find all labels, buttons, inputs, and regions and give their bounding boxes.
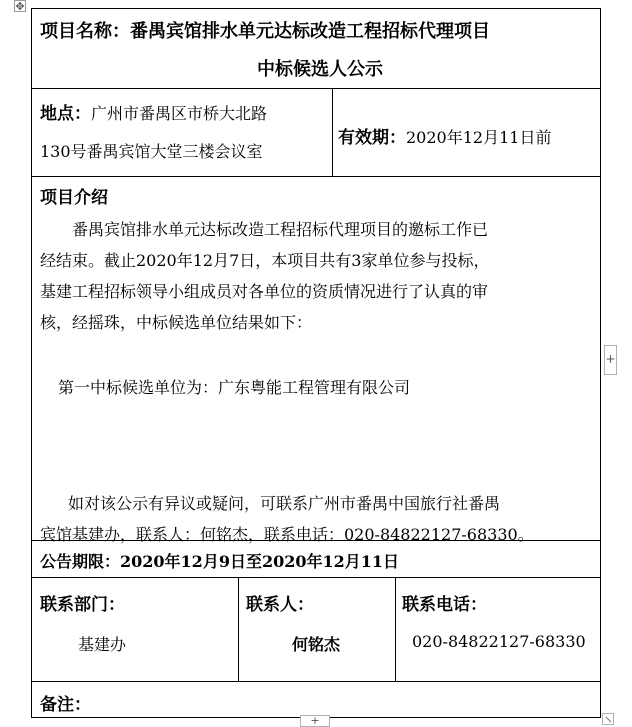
period-row [32,541,600,578]
column-divider [238,578,239,681]
period-value: 2020年12月9日至2020年12月11日 [120,552,400,571]
intro-para-line-3: 基建工程招标领导小组成员对各单位的资质情况进行了认真的审 [40,282,489,301]
validity-label: 有效期： [338,128,406,148]
column-divider [395,578,396,681]
table-move-handle[interactable]: ✥ [15,0,25,13]
contact-note-line-1: 如对该公示有异议或疑问，可联系广州市番禺中国旅行社番禺 [68,494,501,513]
intro-para-line-1: 番禺宾馆排水单元达标改造工程招标代理项目的邀标工作已 [72,220,489,239]
phone-value: 020-84822127-68330 [412,632,586,651]
project-name: 番禺宾馆排水单元达标改造工程招标代理项目 [130,21,490,42]
add-row-handle[interactable]: + [300,715,330,727]
announcement-table [31,8,601,718]
first-candidate: 第一中标候选单位为：广东粤能工程管理有限公司 [58,378,411,397]
validity-field [338,123,551,148]
period-label: 公告期限： [40,552,121,571]
intro-para-line-2: 经结束。截止2020年12月7日，本项目共有3家单位参与投标， [40,251,490,270]
intro-para-line-4: 核，经摇珠，中标候选单位结果如下： [40,313,313,332]
table-resize-handle[interactable] [602,713,614,725]
title-label: 项目名称： [40,21,130,42]
location-label: 地点： [40,104,91,124]
title-row [32,9,600,89]
title-line-2: 中标候选人公示 [257,59,383,80]
remarks-label: 备注： [40,695,91,715]
contact-note-line-2: 宾馆基建办，联系人：何铭杰，联系电话：020-84822127-68330。 [40,525,534,544]
location-address-2: 130号番禺宾馆大堂三楼会议室 [40,142,263,161]
contact-row [32,578,600,682]
person-value: 何铭杰 [292,635,341,654]
location-address-1: 广州市番禺区市桥大北路 [91,104,268,123]
title-line-1 [40,17,490,43]
period-field [40,549,399,572]
add-column-handle[interactable]: + [604,345,617,375]
phone-label: 联系电话： [402,595,487,615]
dept-label: 联系部门： [40,595,125,615]
person-label: 联系人： [246,595,314,615]
dept-value: 基建办 [78,635,127,654]
column-divider [332,89,333,176]
intro-row [32,177,600,544]
intro-heading: 项目介绍 [40,188,108,208]
location-line-1 [40,99,267,124]
location-row [32,89,600,177]
validity-value: 2020年12月11日前 [406,128,552,147]
